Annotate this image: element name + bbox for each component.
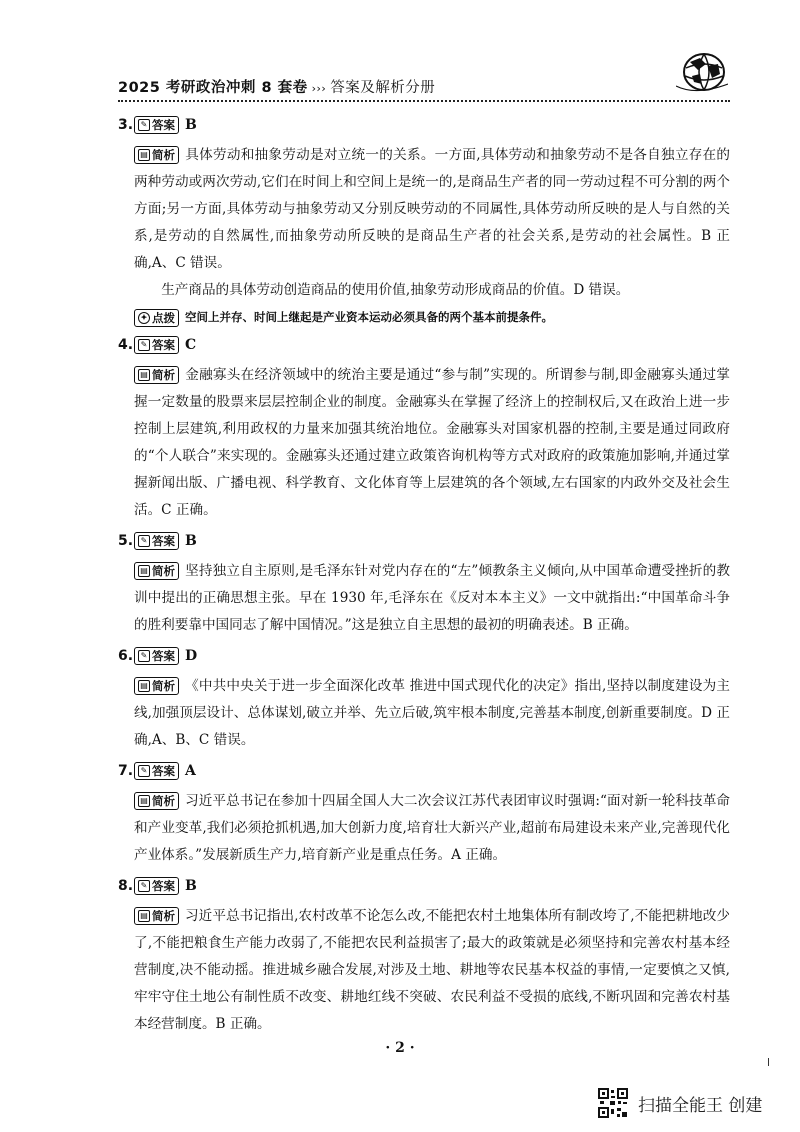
answer-badge <box>134 116 179 134</box>
analysis-paragraph-text: 习近平总书记指出,农村改革不论怎么改,不能把农村土地集体所有制改垮了,不能把耕地改少了,不能把粮食生产能力改弱了,不能把农民利益损害了;最大的政策就是必须坚持和完善农村基本经营制度,决不能动摇。推进城乡融合发展,对涉及土地、耕地等农民基本权益的事情,一定要慎之又慎,牢牢守住土地公有制性质不改变、耕地红线不突破、农民利益不受损的底线,不断巩固和完善农村基本经营制度。B 正确。 <box>134 908 730 1032</box>
question-number: 4. <box>118 337 134 353</box>
answer-row <box>118 873 730 899</box>
analysis-text <box>134 362 730 524</box>
question-number: 8. <box>118 878 134 894</box>
analysis-badge <box>134 366 179 384</box>
lightbulb-icon: ✦ <box>138 312 150 324</box>
tip-text: 空间上并存、时间上继起是产业资本运动必须具备的两个基本前提条件。 <box>185 310 553 324</box>
book-icon: ▤ <box>138 680 150 692</box>
globe-icon <box>676 50 728 96</box>
pencil-icon: ✎ <box>138 119 150 131</box>
analysis-paragraph-text: 习近平总书记在参加十四届全国人大二次会议江苏代表团审议时强调:“面对新一轮科技革命和产业变革,我们必须抢抓机遇,加大创新力度,培育壮大新兴产业,超前布局建设未来产业,完善现代化产业体系。”发展新质生产力,培育新产业是重点任务。A 正确。 <box>134 793 730 863</box>
analysis-paragraph-text: 具体劳动和抽象劳动是对立统一的关系。一方面,具体劳动和抽象劳动不是各自独立存在的两种劳动或两次劳动,它们在时间上和空间上是统一的,是商品生产者的同一劳动过程不可分割的两个方面;另一方面,具体劳动与抽象劳动又分别反映劳动的不同属性,具体劳动所反映的是人与自然的关系,是劳动的自然属性,而抽象劳动所反映的是商品生产者的社会关系,是劳动的社会属性。B 正确,A、C 错误。 <box>134 147 730 271</box>
answer-row <box>118 758 730 784</box>
book-icon: ▤ <box>138 149 150 161</box>
analysis-text <box>134 903 730 1038</box>
answer-badge <box>134 877 179 895</box>
analysis-badge <box>134 792 179 810</box>
analysis-paragraph <box>134 277 730 304</box>
answer-badge <box>134 336 179 354</box>
answer-letter: A <box>185 763 196 779</box>
answer-badge <box>134 762 179 780</box>
question-block <box>118 528 730 639</box>
book-icon: ▤ <box>138 910 150 922</box>
answer-badge-label: 答案 <box>152 879 175 893</box>
header-title: 2025 考研政治冲刺 8 套卷 ››› 答案及解析分册 <box>118 80 436 96</box>
header-separator: ››› <box>311 82 327 95</box>
answer-badge-label: 答案 <box>152 118 175 132</box>
answer-row <box>118 528 730 554</box>
analysis-text <box>134 142 730 304</box>
question-block <box>118 758 730 869</box>
analysis-badge-label: 简析 <box>152 793 175 808</box>
book-icon: ▤ <box>138 795 150 807</box>
answer-row <box>118 332 730 358</box>
answer-row <box>118 112 730 138</box>
analysis-badge <box>134 677 179 695</box>
tip-badge <box>134 309 179 327</box>
header-dotted-line <box>118 100 730 102</box>
analysis-text <box>134 673 730 754</box>
answer-letter: B <box>185 533 197 549</box>
pencil-icon: ✎ <box>138 650 150 662</box>
analysis-badge <box>134 907 179 925</box>
answer-badge-label: 答案 <box>152 338 175 352</box>
qr-code-icon <box>598 1088 628 1118</box>
pencil-icon: ✎ <box>138 339 150 351</box>
analysis-paragraph <box>134 788 730 869</box>
analysis-badge-label: 简析 <box>152 908 175 923</box>
analysis-paragraph-text: 坚持独立自主原则,是毛泽东针对党内存在的“左”倾教条主义倾向,从中国革命遭受挫折的教训中提出的正确思想主张。早在 1930 年,毛泽东在《反对本本主义》一文中就指出:“中国革命斗争的胜利要靠中国同志了解中国情况。”这是独立自主思想的最初的明确表述。B 正确。 <box>134 563 730 633</box>
tip-note <box>134 306 730 328</box>
analysis-paragraph <box>134 142 730 277</box>
analysis-paragraph-text: 生产商品的具体劳动创造商品的使用价值,抽象劳动形成商品的价值。D 错误。 <box>161 282 630 298</box>
analysis-badge <box>134 146 179 164</box>
question-number: 5. <box>118 533 134 549</box>
question-block <box>118 332 730 524</box>
answer-letter: C <box>185 337 197 353</box>
question-block <box>118 643 730 754</box>
answer-badge <box>134 647 179 665</box>
analysis-badge-label: 简析 <box>152 367 175 382</box>
analysis-paragraph <box>134 362 730 524</box>
tip-badge-label: 点拨 <box>152 311 175 325</box>
analysis-paragraph-text: 金融寡头在经济领域中的统治主要是通过“参与制”实现的。所谓参与制,即金融寡头通过掌握一定数量的股票来层层控制企业的制度。金融寡头在掌握了经济上的控制权后,又在政治上进一步控制上层建筑,利用政权的力量来加强其统治地位。金融寡头对国家机器的控制,主要是通过同政府的“个人联合”来实现的。金融寡头还通过建立政策咨询机构等方式对政府的政策施加影响,并通过掌握新闻出版、广播电视、科学教育、文化体育等上层建筑的各个领域,左右国家的内政外交及社会生活。C 正确。 <box>134 367 730 518</box>
margin-mark <box>768 1058 769 1066</box>
question-block <box>118 112 730 328</box>
answer-letter: B <box>185 117 197 133</box>
answer-list <box>118 108 730 1038</box>
answer-letter: B <box>185 878 197 894</box>
book-icon: ▤ <box>138 369 150 381</box>
analysis-text <box>134 788 730 869</box>
question-number: 7. <box>118 763 134 779</box>
analysis-paragraph <box>134 558 730 639</box>
answer-badge-label: 答案 <box>152 649 175 663</box>
pencil-icon: ✎ <box>138 880 150 892</box>
question-number: 6. <box>118 648 134 664</box>
answer-badge-label: 答案 <box>152 534 175 548</box>
analysis-text <box>134 558 730 639</box>
watermark-text: 扫描全能王 创建 <box>638 1095 763 1116</box>
answer-row <box>118 643 730 669</box>
analysis-badge-label: 简析 <box>152 678 175 693</box>
analysis-badge-label: 简析 <box>152 563 175 578</box>
answer-badge <box>134 532 179 550</box>
analysis-badge <box>134 562 179 580</box>
analysis-paragraph <box>134 903 730 1038</box>
analysis-paragraph <box>134 673 730 754</box>
question-block <box>118 873 730 1038</box>
pencil-icon: ✎ <box>138 765 150 777</box>
analysis-paragraph-text: 《中共中央关于进一步全面深化改革 推进中国式现代化的决定》指出,坚持以制度建设为主线,加强顶层设计、总体谋划,破立并举、先立后破,筑牢根本制度,完善基本制度,创新重要制度。D 正确,A、B、C 错误。 <box>134 678 730 748</box>
answer-badge-label: 答案 <box>152 764 175 778</box>
question-number: 3. <box>118 117 134 133</box>
pencil-icon: ✎ <box>138 535 150 547</box>
analysis-badge-label: 简析 <box>152 147 175 162</box>
header-subtitle: 答案及解析分册 <box>330 80 436 96</box>
book-icon: ▤ <box>138 565 150 577</box>
scanner-watermark <box>598 1086 762 1120</box>
answer-letter: D <box>185 648 198 664</box>
page-header <box>118 68 730 108</box>
page-number: · 2 · <box>385 1040 415 1056</box>
